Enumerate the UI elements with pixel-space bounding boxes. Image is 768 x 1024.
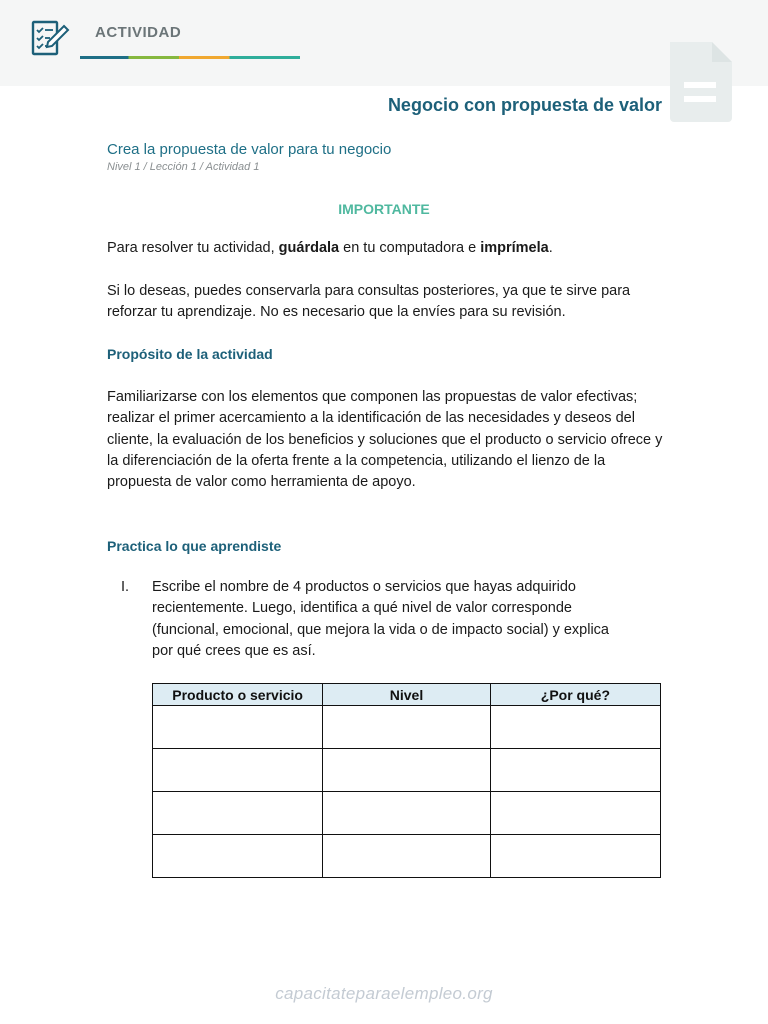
document-title: Negocio con propuesta de valor xyxy=(387,95,662,115)
column-header-level: Nivel xyxy=(323,684,491,706)
table-cell[interactable] xyxy=(153,749,323,792)
important-text-1: Para resolver tu actividad, xyxy=(107,240,279,256)
table-cell[interactable] xyxy=(490,792,660,835)
important-bold-print: imprímela xyxy=(480,240,549,256)
table-header-row xyxy=(153,684,661,706)
table-cell[interactable] xyxy=(490,749,660,792)
list-item-text: Escribe el nombre de 4 productos o servicios que hayas adquirido recientemente. Luego, identifica a qué nivel de valor corresponde (funcional, emocional, que mejora la vida o de impacto social) y explica por qué crees que es así. xyxy=(152,579,609,659)
footer-url[interactable]: capacitateparaelempleo.org xyxy=(275,984,493,1003)
header-band xyxy=(0,0,768,86)
important-paragraph-2: Si lo deseas, puedes conservarla para consultas posteriores, ya que te sirve para reforzar tu aprendizaje. No es necesario que la envíes para su revisión. xyxy=(107,283,631,321)
table-cell[interactable] xyxy=(153,706,323,749)
activity-table xyxy=(152,683,661,878)
important-heading: IMPORTANTE xyxy=(338,201,430,217)
table-cell[interactable] xyxy=(323,792,491,835)
breadcrumb: Nivel 1 / Lección 1 / Actividad 1 xyxy=(107,161,260,173)
activity-subtitle: Crea la propuesta de valor para tu negocio xyxy=(107,141,392,158)
important-paragraph-1 xyxy=(107,238,667,259)
list-item-number: I. xyxy=(121,579,130,595)
purpose-heading: Propósito de la actividad xyxy=(107,346,273,362)
table-cell[interactable] xyxy=(490,706,660,749)
important-bold-save: guárdala xyxy=(278,240,340,256)
header-label: ACTIVIDAD xyxy=(95,24,182,41)
practice-heading: Practica lo que aprendiste xyxy=(107,538,282,554)
table-cell[interactable] xyxy=(323,749,491,792)
table-row xyxy=(153,749,661,792)
table-cell[interactable] xyxy=(490,835,660,878)
table-row xyxy=(153,706,661,749)
table-cell[interactable] xyxy=(153,835,323,878)
document-icon xyxy=(664,38,736,124)
table-cell[interactable] xyxy=(153,792,323,835)
column-header-product: Producto o servicio xyxy=(153,684,323,706)
table-cell[interactable] xyxy=(323,706,491,749)
table-row xyxy=(153,792,661,835)
table-cell[interactable] xyxy=(323,835,491,878)
checklist-pencil-icon xyxy=(28,18,70,60)
important-text-2: en tu computadora e xyxy=(339,240,481,256)
purpose-text: Familiarizarse con los elementos que componen las propuestas de valor efectivas; realizar el primer acercamiento a la identificación de las necesidades y deseos del cliente, la evaluación de los beneficios y soluciones que el producto o servicio ofrece y la diferenciación de la oferta frente a la competencia, utilizando el lienzo de la propuesta de valor como herramienta de apoyo. xyxy=(107,389,663,491)
important-text-3: . xyxy=(548,240,553,256)
table-row xyxy=(153,835,661,878)
column-header-why: ¿Por qué? xyxy=(490,684,660,706)
header-rule xyxy=(80,56,300,59)
